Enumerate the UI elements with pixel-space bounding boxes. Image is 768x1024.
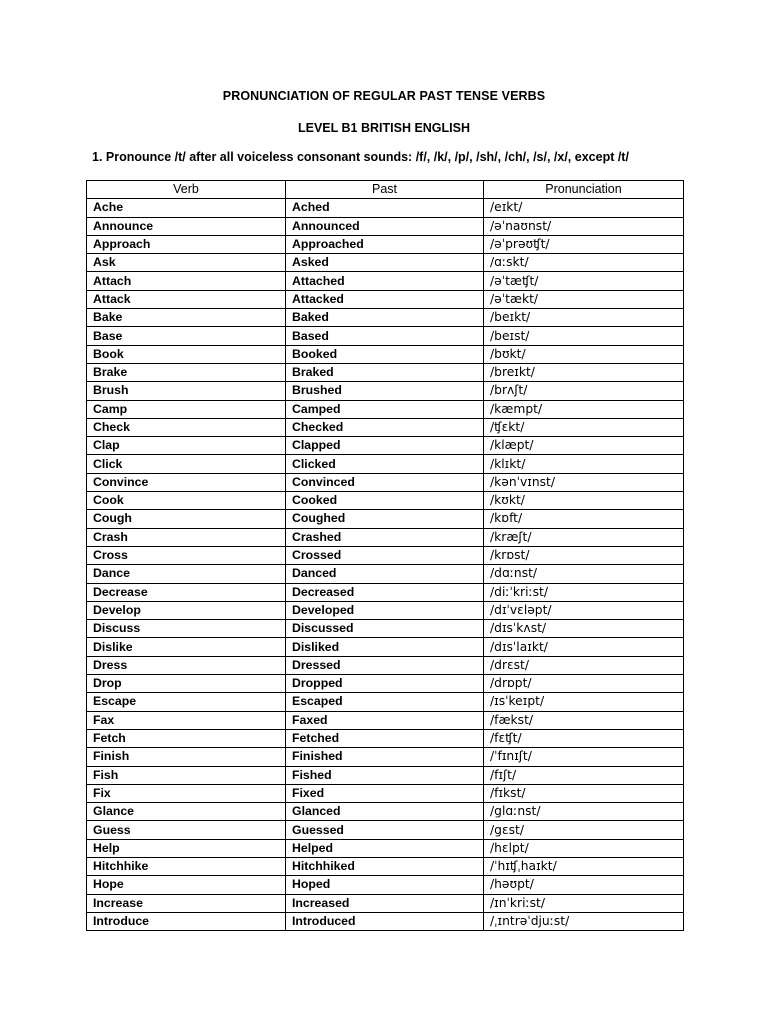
table-row [87, 839, 684, 857]
verb-cell: Crash [87, 528, 286, 546]
past-cell: Convinced [286, 473, 484, 491]
verb-cell: Bake [87, 309, 286, 327]
verb-cell: Guess [87, 821, 286, 839]
pronunciation-cell: /dɪˈvɛləpt/ [484, 601, 684, 619]
verb-cell: Hope [87, 876, 286, 894]
pronunciation-cell: /əˈnaʊnst/ [484, 217, 684, 235]
table-row [87, 254, 684, 272]
pronunciation-cell: /diːˈkriːst/ [484, 583, 684, 601]
past-cell: Fetched [286, 729, 484, 747]
pronunciation-cell: /breɪkt/ [484, 363, 684, 381]
past-cell: Dropped [286, 675, 484, 693]
verb-cell: Click [87, 455, 286, 473]
table-row [87, 382, 684, 400]
verb-cell: Camp [87, 400, 286, 418]
verb-cell: Cross [87, 546, 286, 564]
pronunciation-cell: /dɪsˈkʌst/ [484, 620, 684, 638]
table-row [87, 437, 684, 455]
table-row [87, 290, 684, 308]
table-body [87, 199, 684, 931]
past-cell: Hoped [286, 876, 484, 894]
table-row [87, 400, 684, 418]
verb-cell: Fix [87, 784, 286, 802]
verb-cell: Introduce [87, 912, 286, 930]
past-cell: Camped [286, 400, 484, 418]
pronunciation-cell: /fɪʃt/ [484, 766, 684, 784]
past-cell: Brushed [286, 382, 484, 400]
past-cell: Glanced [286, 803, 484, 821]
past-cell: Faxed [286, 711, 484, 729]
table-row [87, 821, 684, 839]
pronunciation-cell: /beɪkt/ [484, 309, 684, 327]
past-cell: Finished [286, 748, 484, 766]
verb-cell: Decrease [87, 583, 286, 601]
pronunciation-cell: /əˈprəʊʧt/ [484, 235, 684, 253]
verb-cell: Develop [87, 601, 286, 619]
pronunciation-cell: /ɪsˈkeɪpt/ [484, 693, 684, 711]
verb-cell: Attack [87, 290, 286, 308]
pronunciation-cell: /gɛst/ [484, 821, 684, 839]
past-cell: Clicked [286, 455, 484, 473]
verb-cell: Convince [87, 473, 286, 491]
verb-cell: Increase [87, 894, 286, 912]
table-row [87, 528, 684, 546]
past-cell: Crashed [286, 528, 484, 546]
table-row [87, 510, 684, 528]
verb-cell: Hitchhike [87, 857, 286, 875]
past-cell: Fixed [286, 784, 484, 802]
table-row [87, 784, 684, 802]
past-cell: Increased [286, 894, 484, 912]
table-row [87, 601, 684, 619]
table-row [87, 620, 684, 638]
pronunciation-cell: /bʊkt/ [484, 345, 684, 363]
past-cell: Coughed [286, 510, 484, 528]
verb-cell: Fetch [87, 729, 286, 747]
verb-cell: Announce [87, 217, 286, 235]
table-row [87, 912, 684, 930]
pronunciation-cell: /ɪnˈkriːst/ [484, 894, 684, 912]
pronunciation-cell: /kæmpt/ [484, 400, 684, 418]
pronunciation-cell: /dɪsˈlaɪkt/ [484, 638, 684, 656]
table-row [87, 748, 684, 766]
past-cell: Dressed [286, 656, 484, 674]
verb-cell: Ask [87, 254, 286, 272]
table-row [87, 473, 684, 491]
past-cell: Attached [286, 272, 484, 290]
verb-cell: Attach [87, 272, 286, 290]
rule-heading: 1. Pronounce /t/ after all voiceless consonant sounds: /f/, /k/, /p/, /sh/, /ch/, /s/, /x/, except /t/ [92, 150, 629, 164]
table-row [87, 656, 684, 674]
past-cell: Danced [286, 565, 484, 583]
pronunciation-cell: /ˈhɪʧˌhaɪkt/ [484, 857, 684, 875]
table-row [87, 729, 684, 747]
past-cell: Hitchhiked [286, 857, 484, 875]
table-row [87, 235, 684, 253]
table-row [87, 272, 684, 290]
past-cell: Cooked [286, 492, 484, 510]
verb-cell: Brake [87, 363, 286, 381]
table-row [87, 217, 684, 235]
past-cell: Braked [286, 363, 484, 381]
pronunciation-cell: /klæpt/ [484, 437, 684, 455]
past-cell: Crossed [286, 546, 484, 564]
past-cell: Disliked [286, 638, 484, 656]
verb-cell: Clap [87, 437, 286, 455]
verb-cell: Cook [87, 492, 286, 510]
table-row [87, 876, 684, 894]
past-cell: Helped [286, 839, 484, 857]
table-row [87, 327, 684, 345]
table-row [87, 711, 684, 729]
past-cell: Approached [286, 235, 484, 253]
table-row [87, 345, 684, 363]
verb-cell: Finish [87, 748, 286, 766]
verb-cell: Ache [87, 199, 286, 217]
past-cell: Guessed [286, 821, 484, 839]
table-row [87, 638, 684, 656]
pronunciation-cell: /ʧɛkt/ [484, 418, 684, 436]
pronunciation-cell: /fɛʧt/ [484, 729, 684, 747]
page-title: PRONUNCIATION OF REGULAR PAST TENSE VERBS [222, 89, 546, 103]
table-row [87, 418, 684, 436]
past-cell: Checked [286, 418, 484, 436]
pronunciation-cell: /klɪkt/ [484, 455, 684, 473]
pronunciation-cell: /drɒpt/ [484, 675, 684, 693]
table-row [87, 894, 684, 912]
pronunciation-cell: /ˌɪntrəˈdjuːst/ [484, 912, 684, 930]
verb-cell: Cough [87, 510, 286, 528]
verb-cell: Check [87, 418, 286, 436]
past-cell: Decreased [286, 583, 484, 601]
past-cell: Developed [286, 601, 484, 619]
table-row [87, 363, 684, 381]
past-cell: Introduced [286, 912, 484, 930]
verb-cell: Glance [87, 803, 286, 821]
verb-cell: Dress [87, 656, 286, 674]
pronunciation-cell: /kʊkt/ [484, 492, 684, 510]
verb-cell: Dance [87, 565, 286, 583]
table-row [87, 693, 684, 711]
table-row [87, 675, 684, 693]
table-row [87, 766, 684, 784]
page-subtitle: LEVEL B1 BRITISH ENGLISH [297, 121, 470, 135]
table-row [87, 565, 684, 583]
past-cell: Booked [286, 345, 484, 363]
past-cell: Based [286, 327, 484, 345]
pronunciation-cell: /fɪkst/ [484, 784, 684, 802]
pronunciation-cell: /drɛst/ [484, 656, 684, 674]
verb-cell: Dislike [87, 638, 286, 656]
pronunciation-cell: /kɒft/ [484, 510, 684, 528]
table-row [87, 546, 684, 564]
verb-cell: Approach [87, 235, 286, 253]
past-cell: Baked [286, 309, 484, 327]
table-row [87, 583, 684, 601]
pronunciation-cell: /kənˈvɪnst/ [484, 473, 684, 491]
table-header-row [87, 181, 684, 199]
verb-cell: Fish [87, 766, 286, 784]
past-cell: Announced [286, 217, 484, 235]
past-cell: Discussed [286, 620, 484, 638]
header-verb: Verb [87, 181, 286, 199]
past-cell: Asked [286, 254, 484, 272]
pronunciation-cell: /ˈfɪnɪʃt/ [484, 748, 684, 766]
past-cell: Ached [286, 199, 484, 217]
verb-cell: Escape [87, 693, 286, 711]
pronunciation-cell: /krɒst/ [484, 546, 684, 564]
verb-cell: Fax [87, 711, 286, 729]
pronunciation-cell: /əˈtækt/ [484, 290, 684, 308]
pronunciation-cell: /beɪst/ [484, 327, 684, 345]
verb-cell: Book [87, 345, 286, 363]
verb-cell: Help [87, 839, 286, 857]
pronunciation-cell: /həʊpt/ [484, 876, 684, 894]
pronunciation-cell: /glɑːnst/ [484, 803, 684, 821]
table-row [87, 803, 684, 821]
table-row [87, 199, 684, 217]
table-row [87, 492, 684, 510]
pronunciation-cell: /brʌʃt/ [484, 382, 684, 400]
verb-cell: Discuss [87, 620, 286, 638]
verb-table [86, 180, 684, 931]
pronunciation-cell: /hɛlpt/ [484, 839, 684, 857]
pronunciation-cell: /ɑːskt/ [484, 254, 684, 272]
pronunciation-cell: /eɪkt/ [484, 199, 684, 217]
verb-cell: Drop [87, 675, 286, 693]
pronunciation-cell: /fækst/ [484, 711, 684, 729]
verb-cell: Brush [87, 382, 286, 400]
pronunciation-cell: /dɑːnst/ [484, 565, 684, 583]
past-cell: Attacked [286, 290, 484, 308]
past-cell: Fished [286, 766, 484, 784]
table-row [87, 309, 684, 327]
header-pronunciation: Pronunciation [484, 181, 684, 199]
header-past: Past [286, 181, 484, 199]
table-row [87, 857, 684, 875]
pronunciation-cell: /əˈtæʧt/ [484, 272, 684, 290]
pronunciation-cell: /kræʃt/ [484, 528, 684, 546]
table-row [87, 455, 684, 473]
verb-cell: Base [87, 327, 286, 345]
past-cell: Clapped [286, 437, 484, 455]
past-cell: Escaped [286, 693, 484, 711]
